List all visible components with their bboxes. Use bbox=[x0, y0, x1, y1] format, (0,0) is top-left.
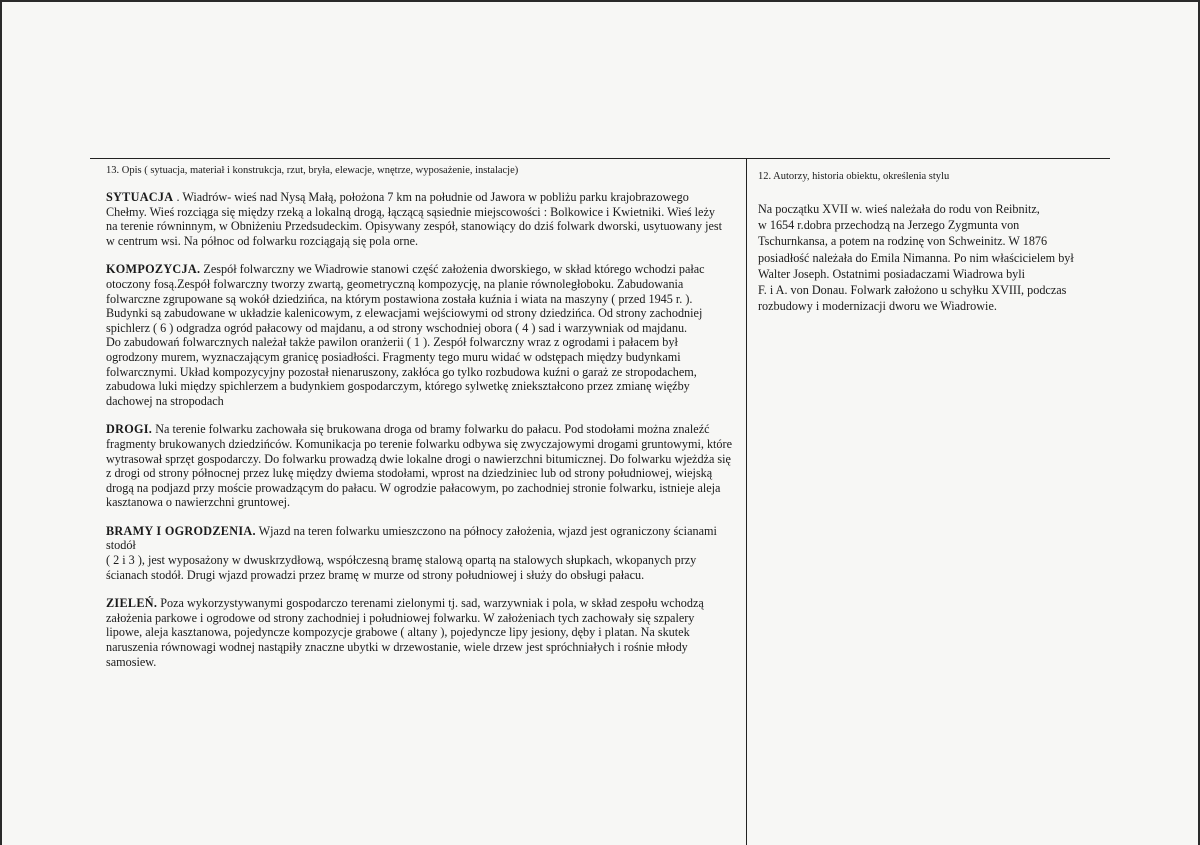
history-line: posiadłość należała do Emila Nimanna. Po nim właścicielem był bbox=[758, 250, 1074, 265]
paragraph-line bbox=[106, 190, 746, 205]
paragraph-line: dachowej na stropodach bbox=[106, 393, 224, 408]
scan-border-left bbox=[0, 0, 2, 845]
history-line: rozbudowy i modernizacji dworu we Wiadrowie. bbox=[758, 299, 997, 314]
paragraph-line: wytrasował sprzęt gospodarczy. Do folwarku prowadzą dwie lokalne drogi o nawierzchni bitumicznej. Do folwarku wjeżdża się bbox=[106, 451, 731, 466]
paragraph-heading: SYTUACJA bbox=[106, 190, 174, 204]
paragraph-line: ścianach stodół. Drugi wjazd prowadzi przez bramę w murze od strony południowej i służy do obsługi pałacu. bbox=[106, 567, 645, 582]
paragraph-line: lipowe, aleja kasztanowa, pojedyncze kompozycje grabowe ( altany ), pojedyncze lipy jesiony, dęby i platan. Na skutek bbox=[106, 625, 690, 640]
paragraph-line: ogrodzony murem, wyznaczającym granicę posiadłości. Fragmenty tego muru widać w odstępach między budynkami bbox=[106, 349, 681, 364]
paragraph-line: zabudowa luki między spichlerzem a budynkiem gospodarczym, którego sylwetkę zniekształcono przez zmianę więźby bbox=[106, 379, 690, 394]
paragraph-heading: DROGI. bbox=[106, 422, 153, 437]
paragraph-bramy bbox=[106, 524, 746, 582]
paragraph-line: spichlerz ( 6 ) odgradza ogród pałacowy od majdanu, a od strony wschodniej obora ( 4 ) sad i warzywniak od majdanu. bbox=[106, 320, 688, 335]
paragraph-text: Poza wykorzystywanymi gospodarczo terenami zielonymi tj. sad, warzywniak i pola, w skład zespołu wchodzą bbox=[157, 596, 704, 611]
paragraph-heading: ZIELEŃ. bbox=[106, 596, 158, 611]
paragraph-text: Zespół folwarczny we Wiadrowie stanowi część założenia dworskiego, w skład którego wchodzi pałac bbox=[200, 262, 705, 277]
paragraph-line: Do zabudowań folwarcznych należał także pawilon oranżerii ( 1 ). Zespół folwarczny wraz z ogrodami i pałacem był bbox=[106, 335, 678, 350]
paragraph-line: Chełmy. Wieś rozciąga się między rzeką a lokalną drogą, łączącą sąsiednie miejscowości : Bolkowice i Kwietniki. Wieś leży bbox=[106, 204, 715, 219]
paragraph-zielen bbox=[106, 596, 746, 669]
paragraph-line bbox=[106, 422, 746, 437]
paragraph-line: stodół bbox=[106, 538, 136, 553]
paragraph-line: otoczony fosą.Zespół folwarczny tworzy zwartą, geometryczną kompozycję, na planie równoległoboku. Zabudowania bbox=[106, 276, 684, 291]
paragraph-drogi bbox=[106, 422, 746, 510]
scan-border-top bbox=[0, 0, 1200, 2]
paragraph-heading: KOMPOZYCJA. bbox=[106, 262, 201, 277]
paragraph-line: folwarcznymi. Układ kompozycyjny pozostał nienaruszony, zakłóca go tylko rozbudowa kuźni o garaż ze stropodachem, bbox=[106, 364, 697, 379]
paragraph-line: naruszenia równowagi wodnej nastąpiły znaczne ubytki w drzewostanie, wiele drzew jest spróchniałych i rośnie młody bbox=[106, 640, 688, 655]
paragraph-line: kasztanowa o nawierzchni gruntowej. bbox=[106, 495, 291, 510]
paragraph-line bbox=[106, 262, 746, 277]
paragraph-line: folwarczne zgrupowane są wokół dziedzińca, na którym postawiona została kuźnia i wiata na maszyny ( przed 1945 r. ). bbox=[106, 291, 693, 306]
history-line: w 1654 r.dobra przechodzą na Jerzego Zygmunta von bbox=[758, 218, 1020, 233]
paragraph-text: Na terenie folwarku zachowała się brukowana droga od bramy folwarku do pałacu. Pod stodołami można znaleźć bbox=[152, 422, 710, 437]
paragraph-line: ( 2 i 3 ), jest wyposażony w dwuskrzydłową, współczesną bramę stalową opartą na stalowych słupkach, wkopanych przy bbox=[106, 553, 697, 568]
paragraph-text: . Wiadrów- wieś nad Nysą Małą, położona 7 km na południe od Jawora w pobliżu parku krajobrazowego bbox=[173, 190, 689, 204]
paragraph-line: w centrum wsi. Na północ od folwarku rozciągają się pola orne. bbox=[106, 233, 419, 248]
section-12-header: 12. Autorzy, historia obiektu, określenia stylu bbox=[758, 171, 950, 182]
description-column bbox=[106, 190, 746, 683]
history-line: Na początku XVII w. wieś należała do rodu von Reibnitz, bbox=[758, 202, 1040, 216]
column-divider bbox=[746, 158, 747, 845]
paragraph-kompozycja bbox=[106, 262, 746, 408]
paragraph-line: z drogi od strony północnej przez lukę między dwiema stodołami, wprost na dziedziniec lub od strony południowej, wiejską bbox=[106, 466, 713, 481]
section-13-header: 13. Opis ( sytuacja, materiał i konstrukcja, rzut, bryła, elewacje, wnętrze, wyposażenie, instalacje) bbox=[106, 165, 519, 176]
paragraph-text: Wjazd na teren folwarku umieszczono na północy założenia, wjazd jest ograniczony ścianami bbox=[255, 523, 717, 538]
paragraph-line bbox=[106, 596, 746, 611]
history-line: F. i A. von Donau. Folwark założono u schyłku XVIII, podczas bbox=[758, 283, 1067, 298]
paragraph-line: fragmenty brukowanych dziedzińców. Komunikacja po terenie folwarku odbywa się zwyczajowymi drogami gruntowymi, które bbox=[106, 436, 732, 451]
paragraph-line: drogą na podjazd przy moście prowadzącym do pałacu. W ogrodzie pałacowym, po zachodniej stronie folwarku, istnieje aleja bbox=[106, 480, 721, 495]
history-line: Walter Joseph. Ostatnimi posiadaczami Wiadrowa byli bbox=[758, 266, 1026, 281]
paragraph-line bbox=[106, 524, 746, 539]
paragraph-sytuacja bbox=[106, 190, 746, 248]
paragraph-line: Budynki są zabudowane w układzie kalenicowym, z elewacjami wejściowymi od strony dziedzińca. Od strony zachodniej bbox=[106, 306, 703, 321]
paragraph-line: założenia parkowe i ogrodowe od strony zachodniej i południowej folwarku. W założeniach tych zachowały się szpalery bbox=[106, 610, 695, 625]
paragraph-heading: BRAMY I OGRODZENIA. bbox=[106, 523, 256, 538]
history-column bbox=[758, 201, 1088, 314]
history-line: Tschurnkansa, a potem na rodzinę von Schweinitz. W 1876 bbox=[758, 234, 1048, 249]
paragraph-line: na terenie równinnym, w Obniżeniu Przedsudeckim. Opisywany zespół, stanowiący do dziś folwark dworski, usytuowany jest bbox=[106, 219, 723, 234]
table-horizontal-rule bbox=[90, 158, 1110, 159]
paragraph-line: samosiew. bbox=[106, 654, 157, 669]
